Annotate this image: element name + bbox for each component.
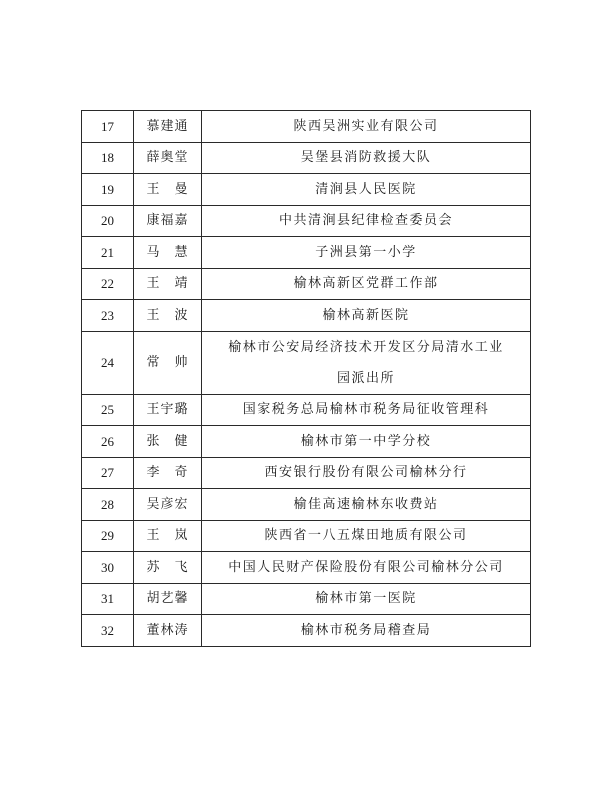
person-name: 王 靖 (134, 268, 202, 300)
person-name: 慕建通 (134, 111, 202, 143)
row-number: 26 (82, 426, 134, 458)
person-name: 张 健 (134, 426, 202, 458)
table-row (82, 174, 531, 206)
table-row (82, 237, 531, 269)
table-row (82, 394, 531, 426)
organization: 清涧县人民医院 (202, 174, 531, 206)
organization: 子洲县第一小学 (202, 237, 531, 269)
table-row (82, 552, 531, 584)
table-row (82, 331, 531, 394)
organization: 西安银行股份有限公司榆林分行 (202, 457, 531, 489)
row-number: 18 (82, 142, 134, 174)
table-row (82, 300, 531, 332)
organization: 榆林高新医院 (202, 300, 531, 332)
organization: 国家税务总局榆林市税务局征收管理科 (202, 394, 531, 426)
table-row (82, 426, 531, 458)
organization (202, 331, 531, 394)
row-number: 19 (82, 174, 134, 206)
organization-line-2: 园派出所 (336, 370, 395, 386)
personnel-table (81, 110, 531, 647)
organization: 榆林市第一中学分校 (202, 426, 531, 458)
person-name: 王 曼 (134, 174, 202, 206)
organization: 陕西省一八五煤田地质有限公司 (202, 520, 531, 552)
row-number: 24 (82, 331, 134, 394)
person-name: 胡艺馨 (134, 583, 202, 615)
person-name: 马 慧 (134, 237, 202, 269)
organization: 榆林高新区党群工作部 (202, 268, 531, 300)
row-number: 31 (82, 583, 134, 615)
table-row (82, 142, 531, 174)
row-number: 23 (82, 300, 134, 332)
table-row (82, 520, 531, 552)
table-row (82, 111, 531, 143)
row-number: 17 (82, 111, 134, 143)
row-number: 27 (82, 457, 134, 489)
person-name: 王宇璐 (134, 394, 202, 426)
person-name: 李 奇 (134, 457, 202, 489)
person-name: 薛奥堂 (134, 142, 202, 174)
table-row (82, 457, 531, 489)
organization: 榆林市税务局稽查局 (202, 615, 531, 647)
person-name: 董林涛 (134, 615, 202, 647)
person-name: 康福嘉 (134, 205, 202, 237)
row-number: 21 (82, 237, 134, 269)
row-number: 20 (82, 205, 134, 237)
row-number: 22 (82, 268, 134, 300)
table-row (82, 268, 531, 300)
person-name: 王 岚 (134, 520, 202, 552)
organization: 中国人民财产保险股份有限公司榆林分公司 (202, 552, 531, 584)
organization-line-1: 榆林市公安局经济技术开发区分局清水工业 (228, 339, 504, 355)
table-row (82, 583, 531, 615)
person-name: 吴彦宏 (134, 489, 202, 521)
person-name: 常 帅 (134, 331, 202, 394)
organization: 榆佳高速榆林东收费站 (202, 489, 531, 521)
table-row (82, 489, 531, 521)
person-name: 苏 飞 (134, 552, 202, 584)
organization: 吴堡县消防救援大队 (202, 142, 531, 174)
row-number: 29 (82, 520, 134, 552)
organization: 中共清涧县纪律检查委员会 (202, 205, 531, 237)
table-row (82, 615, 531, 647)
row-number: 32 (82, 615, 134, 647)
organization: 陕西吴洲实业有限公司 (202, 111, 531, 143)
table-row (82, 205, 531, 237)
person-name: 王 波 (134, 300, 202, 332)
row-number: 25 (82, 394, 134, 426)
row-number: 30 (82, 552, 134, 584)
organization: 榆林市第一医院 (202, 583, 531, 615)
row-number: 28 (82, 489, 134, 521)
